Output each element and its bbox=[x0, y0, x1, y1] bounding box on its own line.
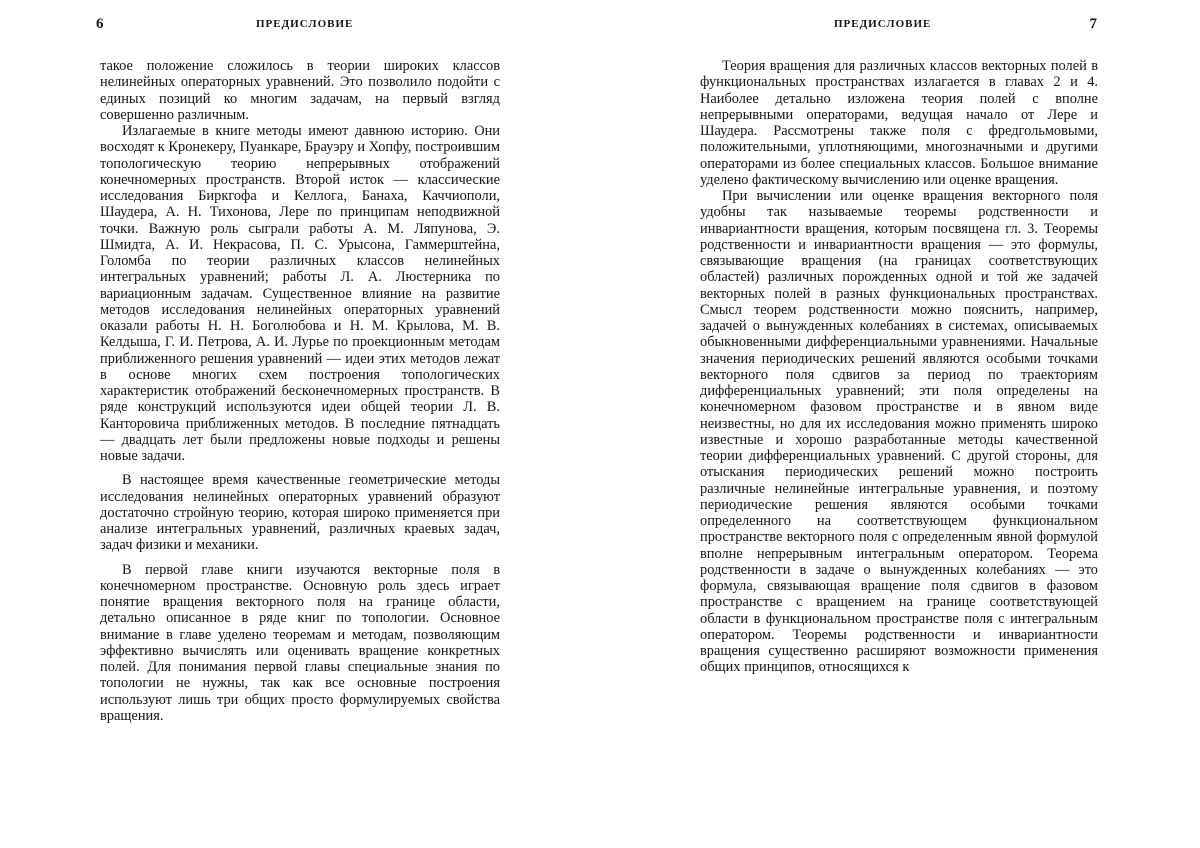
right-page bbox=[600, 0, 1200, 848]
paragraph: При вычислении или оценке вращения векторного поля удобны так называемые теоремы родственности и инвариантности вращения, которым посвящена гл. 3. Теоремы родственности и инвариантности вращения — это формулы, связывающие вращения (на границах соответствующих областей) различных порожденных одной и той же задачей векторных полей в разных функциональных пространствах. Смысл теорем родственности можно пояснить, например, задачей о вынужденных колебаниях в системах, описываемых обыкновенными дифференциальными уравнениями. Начальные значения периодических решений являются особыми точками векторного поля сдвигов за период по траекториям дифференциальных уравнений; эти поля определены на конечномерном фазовом пространстве и в явном виде неизвестны, но для их исследования можно применять широко известные и хорошо разработанные методы качественной теории дифференциальных уравнений. С другой стороны, для отыскания периодических решений можно построить различные нелинейные интегральные уравнения, и поэтому периодические решения являются особыми точками определенного на соответствующем функциональном пространстве векторного поля с определенным явной формулой вполне непрерывным интегральным оператором. Теорема родственности в задаче о вынужденных колебаниях — это формула, связывающая вращение поля сдвигов в фазовом пространстве с вращением на границе соответствующей области в функциональном пространстве поля с интегральным оператором. Теоремы родственности и инвариантности вращения существенно расширяют возможности применения общих принципов, относящихся к bbox=[700, 188, 1098, 676]
page-body bbox=[100, 58, 500, 724]
paragraph: В первой главе книги изучаются векторные поля в конечномерном пространстве. Основную роль здесь играет понятие вращения векторного поля на границе области, детально описанное в ряде книг по топологии. Основное внимание в главе уделено теоремам и методам, позволяющим эффективно вычислять или оценивать вращение конкретных полей. Для понимания первой главы специальные знания по топологии не нужны, так как все основные построения используют лишь три общих просто формулируемых свойства вращения. bbox=[100, 562, 500, 725]
page-header bbox=[700, 16, 1098, 38]
paragraph: Теория вращения для различных классов векторных полей в функциональных пространствах излагается в главах 2 и 4. Наиболее детально изложена теория полей с вполне непрерывными операторами, ведущая начало от Лере и Шаудера. Рассмотрены также поля с фредгольмовыми, положительными, уплотняющими, многозначными и другими операторами из более специальных классов. Большое внимание уделено фактическому вычислению или оценке вращения. bbox=[700, 58, 1098, 188]
running-title: ПРЕДИСЛОВИЕ bbox=[256, 18, 353, 30]
running-title: ПРЕДИСЛОВИЕ bbox=[834, 18, 931, 30]
page-number: 7 bbox=[1090, 16, 1099, 33]
paragraph: Излагаемые в книге методы имеют давнюю историю. Они восходят к Кронекеру, Пуанкаре, Брауэру и Хопфу, построившим топологическую теорию непрерывных отображений конечномерных пространств. Второй исток — классические исследования Биркгофа и Келлога, Банаха, Каччиополи, Шаудера, А. Н. Тихонова, Лере по принципам неподвижной точки. Важную роль сыграли работы А. М. Ляпунова, Э. Шмидта, А. И. Некрасова, П. С. Урысона, Гаммерштейна, Голомба по теории различных классов нелинейных интегральных уравнений; работы Л. А. Люстерника по вариационным задачам. Существенное влияние на развитие методов исследования нелинейных операторных уравнений оказали работы Н. Н. Боголюбова и Н. М. Крылова, М. В. Келдыша, Г. И. Петрова, А. И. Лурье по проекционным методам приближенного решения уравнений — идеи этих методов лежат в основе многих схем построения топологических характеристик отображений бесконечномерных пространств. В ряде конструкций используются идеи общей теории Л. В. Канторовича приближенных методов. В последние пятнадцать — двадцать лет были предложены новые подходы и решены новые задачи. bbox=[100, 123, 500, 464]
paragraph: В настоящее время качественные геометрические методы исследования нелинейных операторных уравнений образуют достаточно стройную теорию, которая широко применяется при анализе интегральных уравнений, различных краевых задач, задач физики и механики. bbox=[100, 472, 500, 553]
paragraph: такое положение сложилось в теории широких классов нелинейных операторных уравнений. Это позволило подойти с единых позиций ко многим задачам, на первый взгляд совершенно различным. bbox=[100, 58, 500, 123]
page-header bbox=[96, 16, 500, 38]
page-body bbox=[700, 58, 1098, 676]
left-page bbox=[0, 0, 600, 848]
page-number: 6 bbox=[96, 16, 105, 33]
